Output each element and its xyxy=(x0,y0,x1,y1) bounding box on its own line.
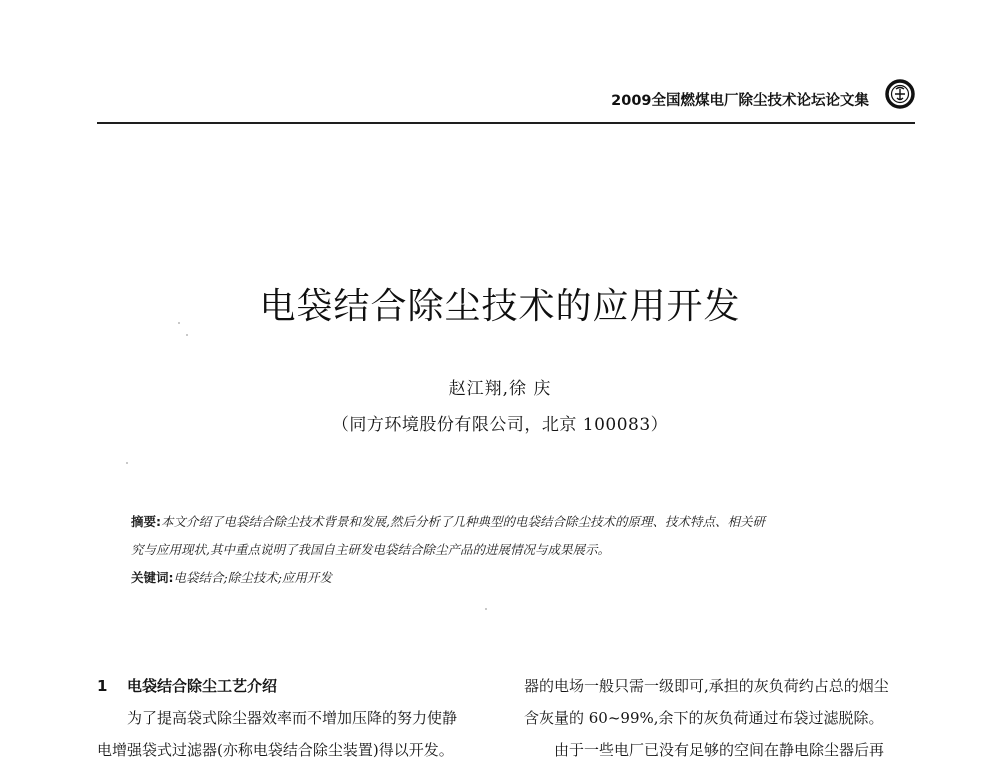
paper-title: 电袋结合除尘技术的应用开发 xyxy=(259,286,741,327)
paper-authors: 赵江翔,徐 庆 xyxy=(448,379,552,399)
section-heading xyxy=(97,670,497,702)
scan-speck xyxy=(485,608,487,610)
body-column-left xyxy=(97,670,497,766)
running-header xyxy=(97,78,915,124)
abstract xyxy=(131,508,891,592)
body-paragraph-line-2: 电增强袋式过滤器(亦称电袋结合除尘装置)得以开发。 xyxy=(97,741,454,759)
abstract-label: 摘要: xyxy=(131,514,161,529)
abstract-line-2 xyxy=(131,536,891,564)
keywords-text: 电袋结合;除尘技术;应用开发 xyxy=(173,570,332,585)
conference-logo-icon xyxy=(885,79,915,109)
abstract-text-1: 本文介绍了电袋结合除尘技术背景和发展,然后分析了几种典型的电袋结合除尘技术的原理、技术特点、相关研 xyxy=(161,514,765,529)
body-column-right xyxy=(524,670,924,766)
right-column-line-2: 含灰量的 60~99%,余下的灰负荷通过布袋过滤脱除。 xyxy=(524,709,884,727)
body-paragraph-line-1: 为了提高袋式除尘器效率而不增加压降的努力使静 xyxy=(127,709,458,727)
running-header-title: 2009全国燃煤电厂除尘技术论坛论文集 xyxy=(611,93,869,109)
abstract-line-1 xyxy=(131,508,891,536)
section-number: 1 xyxy=(97,677,108,695)
paper-affiliation: （同方环境股份有限公司，北京 100083） xyxy=(331,415,669,435)
right-column-line-3: 由于一些电厂已没有足够的空间在静电除尘器后再 xyxy=(554,741,885,759)
section-heading-text: 电袋结合除尘工艺介绍 xyxy=(127,677,278,695)
abstract-text-2: 究与应用现状,其中重点说明了我国自主研发电袋结合除尘产品的进展情况与成果展示。 xyxy=(131,542,610,557)
keywords-label: 关键词: xyxy=(131,570,174,585)
scan-speck xyxy=(126,462,128,464)
scan-speck xyxy=(186,334,188,336)
keywords xyxy=(131,564,891,592)
scan-speck xyxy=(178,322,180,324)
right-column-line-1: 器的电场一般只需一级即可,承担的灰负荷约占总的烟尘 xyxy=(524,677,889,695)
